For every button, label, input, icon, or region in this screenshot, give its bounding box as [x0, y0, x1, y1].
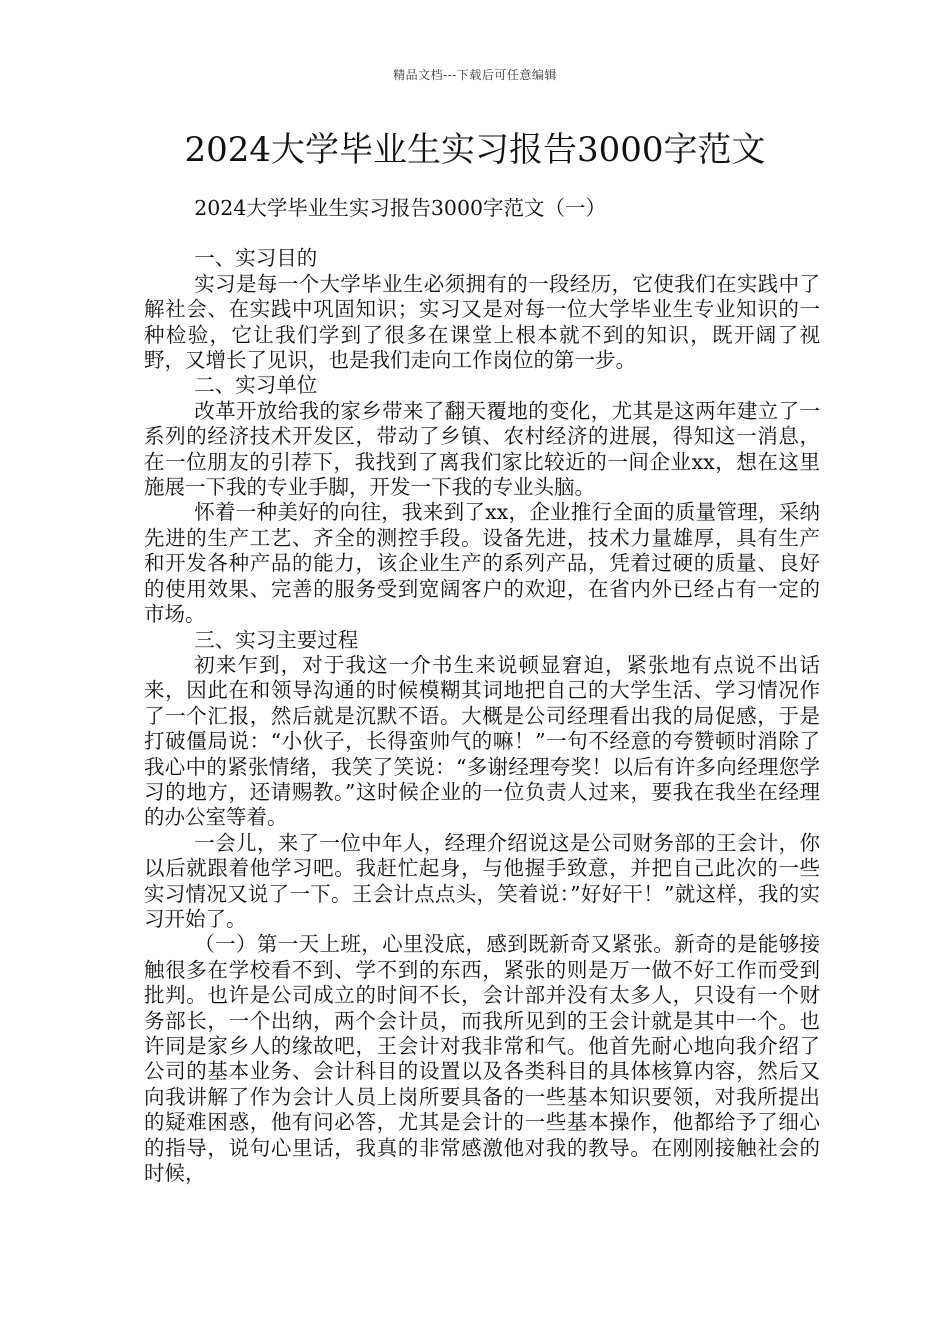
- section-heading: 一、实习目的: [194, 246, 318, 271]
- body-paragraph: 实习是每一个大学毕业生必须拥有的一段经历，它使我们在实践中了解社会、在实践中巩固知识；实习又是对每一位大学毕业生专业知识的一种检验，它让我们学到了很多在课堂上根本就不到的知识，既开阔了视野，又增长了见识，也是我们走向工作岗位的第一步。: [144, 271, 820, 373]
- body-paragraph: 改革开放给我的家乡带来了翻天覆地的变化，尤其是这两年建立了一系列的经济技术开发区，带动了乡镇、农村经济的进展，得知这一消息，在一位朋友的引荐下，我找到了离我们家比较近的一间企业xx，想在这里施展一下我的专业手脚，开发一下我的专业头脑。: [144, 398, 820, 500]
- body-paragraph: 怀着一种美好的向往，我来到了xx，企业推行全面的质量管理，采纳先进的生产工艺、齐全的测控手段。设备先进，技术力量雄厚，具有生产和开发各种产品的能力，该企业生产的系列产品，凭着过硬的质量、良好的使用效果、完善的服务受到宽阔客户的欢迎，在省内外已经占有一定的市场。: [144, 500, 820, 627]
- document-title: 2024大学毕业生实习报告3000字范文: [184, 130, 766, 170]
- body-paragraph: 初来乍到，对于我这一介书生来说顿显窘迫，紧张地有点说不出话来，因此在和领导沟通的时候模糊其词地把自己的大学生活、学习情况作了一个汇报，然后就是沉默不语。大概是公司经理看出我的局促感，于是打破僵局说：“小伙子，长得蛮帅气的嘛！”一句不经意的夸赞顿时消除了我心中的紧张情绪，我笑了笑说：“多谢经理夸奖！以后有许多向经理您学习的地方，还请赐教。”这时候企业的一位负责人过来，要我在我坐在经理的办公室等着。: [144, 652, 820, 830]
- section-heading: 三、实习主要过程: [194, 627, 359, 652]
- document-body: [144, 196, 820, 1186]
- document-subtitle: 2024大学毕业生实习报告3000字范文（一）: [194, 196, 607, 220]
- header-note: 精品文档---下载后可任意编辑: [393, 68, 557, 82]
- section-heading: 二、实习单位: [194, 373, 318, 398]
- body-paragraph: （一）第一天上班，心里没底，感到既新奇又紧张。新奇的是能够接触很多在学校看不到、学不到的东西，紧张的则是万一做不好工作而受到批判。也许是公司成立的时间不长，会计部并没有太多人，只设有一个财务部长，一个出纳，两个会计员，而我所见到的王会计就是其中一个。也许同是家乡人的缘故吧，王会计对我非常和气。他首先耐心地向我介绍了公司的基本业务、会计科目的设置以及各类科目的具体核算内容，然后又向我讲解了作为会计人员上岗所要具备的一些基本知识要领，对我所提出的疑难困惑，他有问必答，尤其是会计的一些基本操作，他都给予了细心的指导，说句心里话，我真的非常感激他对我的教导。在刚刚接触社会的时候，: [144, 932, 820, 1186]
- body-paragraph: 一会儿，来了一位中年人，经理介绍说这是公司财务部的王会计，你以后就跟着他学习吧。我赶忙起身，与他握手致意，并把自己此次的一些实习情况又说了一下。王会计点点头，笑着说：”好好干！”就这样，我的实习开始了。: [144, 830, 820, 931]
